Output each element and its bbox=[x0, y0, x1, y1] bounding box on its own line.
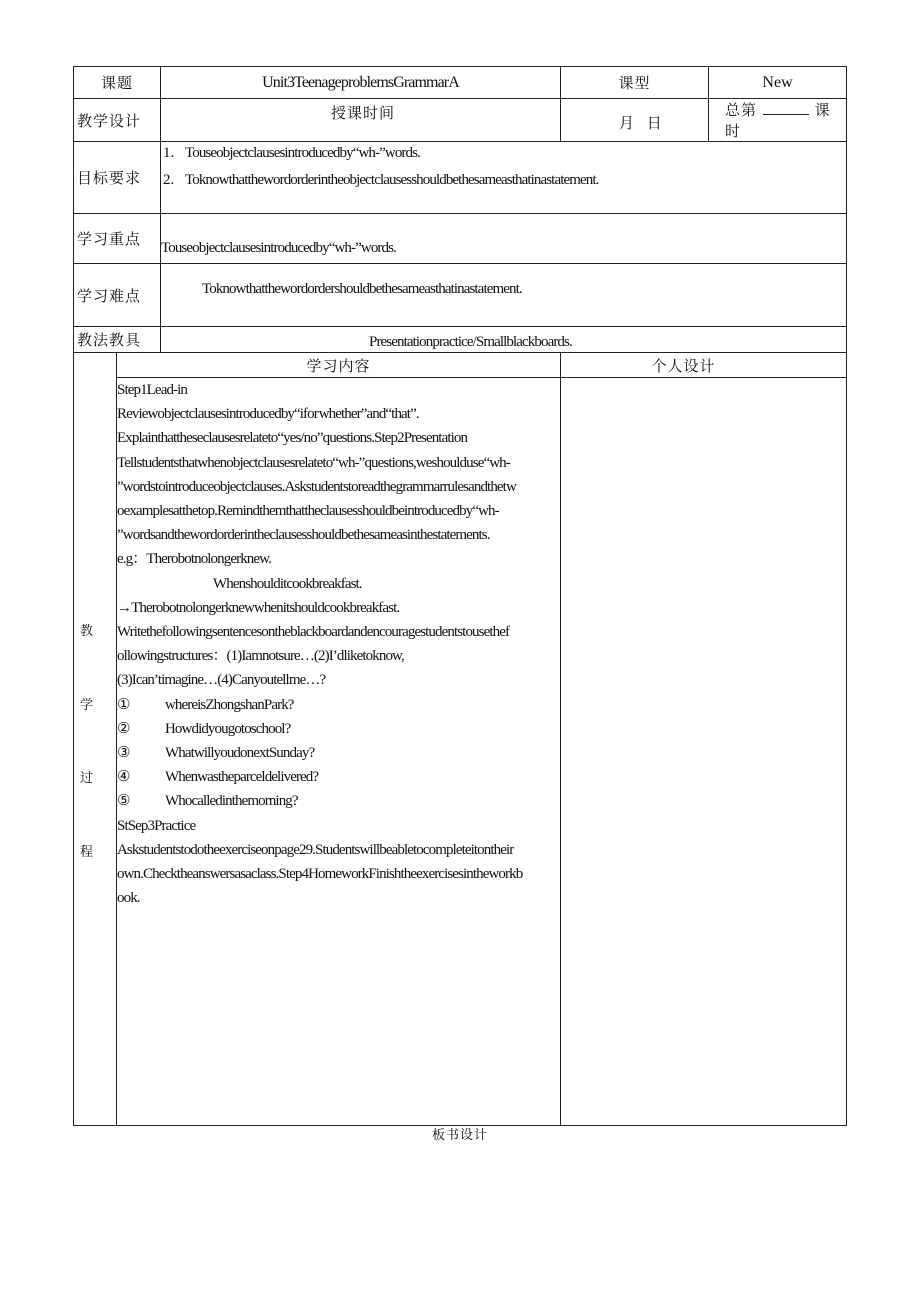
lesson-plan-table bbox=[73, 66, 847, 1126]
key-points-label: 学习重点 bbox=[74, 214, 161, 264]
methods-row bbox=[74, 327, 847, 353]
difficulties-cell bbox=[161, 264, 847, 327]
content-line: Askstudentstodotheexerciseonpage29.Studentswillbeabletocompleteitontheir bbox=[117, 841, 514, 858]
process-char: 教 bbox=[80, 624, 94, 639]
process-header-row bbox=[74, 353, 847, 378]
content-line: Writethefollowingsentencesontheblackboardandencouragestudentstousethef bbox=[117, 624, 510, 641]
content-line: Step1Lead-in bbox=[117, 382, 188, 398]
process-side-label bbox=[74, 353, 117, 1126]
content-line: ollowingstructures：(1)Iamnotsure…(2)I’dliketoknow, bbox=[117, 648, 404, 665]
content-line: (3)Ican’timagine…(4)Canyoutellme…? bbox=[117, 672, 326, 689]
methods-text: Presentationpractice/Smallblackboards. bbox=[369, 334, 572, 350]
total-label-post: 课时 bbox=[725, 101, 831, 140]
difficulties-label: 学习难点 bbox=[74, 264, 161, 327]
content-line: ”wordsandthewordorderintheclausesshouldbethesameasinthestatements. bbox=[117, 527, 490, 544]
methods-cell bbox=[161, 327, 847, 353]
total-periods bbox=[709, 99, 847, 142]
type-label: 课型 bbox=[561, 67, 709, 99]
process-char: 过 bbox=[80, 771, 94, 786]
question-item: ③ WhatwillyoudonextSunday? bbox=[117, 745, 315, 762]
content-line: e.g：Therobotnolongerknew. bbox=[117, 551, 271, 568]
difficulties-text: Toknowthatthewordordershouldbethesameasthatinastatement. bbox=[202, 281, 522, 297]
process-body-row bbox=[74, 378, 847, 1126]
content-line: →Therobotnolongerknewwhenitshouldcookbreakfast. bbox=[117, 599, 400, 616]
objectives-label: 目标要求 bbox=[74, 142, 161, 214]
objective-item: 1. Touseobjectclausesintroducedby“wh-”words. bbox=[163, 145, 420, 161]
content-line: ook. bbox=[117, 890, 140, 907]
question-item: ② Howdidyougotoschool? bbox=[117, 720, 291, 737]
design-label: 教学设计 bbox=[74, 99, 161, 142]
topic-label: 课题 bbox=[74, 67, 161, 99]
personal-design-cell bbox=[561, 378, 847, 1126]
difficulties-row bbox=[74, 264, 847, 327]
methods-label: 教法教具 bbox=[74, 327, 161, 353]
objective-item: 2. Toknowthatthewordorderintheobjectclausesshouldbethesameasthatinastatement. bbox=[163, 172, 599, 188]
class-time-label: 授课时间 bbox=[331, 104, 396, 122]
content-line: StSep3Practice bbox=[117, 817, 196, 834]
content-line: oexamplesatthetop.Remindthemthattheclausesshouldbeintroducedby“wh- bbox=[117, 503, 499, 520]
objectives-row bbox=[74, 142, 847, 214]
process-char: 程 bbox=[80, 845, 94, 860]
topic-value: Unit3TeenageproblemsGrammarA bbox=[161, 67, 561, 99]
date-cell bbox=[561, 99, 709, 142]
key-points-text: Touseobjectclausesintroducedby“wh-”words. bbox=[161, 240, 396, 256]
total-label-pre: 总第 bbox=[725, 101, 758, 119]
content-line: Reviewobjectclausesintroducedby“ifor whether”and“that”. bbox=[117, 406, 419, 423]
learning-content bbox=[117, 378, 561, 1126]
header-row-design bbox=[74, 99, 847, 142]
content-line: own.Checktheanswersasaclass.Step4HomeworkFinishtheexercisesintheworkb bbox=[117, 866, 523, 883]
content-line: Whenshoulditcookbreakfast. bbox=[213, 575, 362, 592]
header-row-topic bbox=[74, 67, 847, 99]
personal-design-header: 个人设计 bbox=[561, 353, 847, 378]
content-header: 学习内容 bbox=[117, 353, 561, 378]
question-item: ① whereisZhongshanPark? bbox=[117, 696, 294, 713]
content-line: Explainthattheseclausesrelateto“yes/no”questions.Step2Presentation bbox=[117, 430, 468, 447]
content-line: ”wordstointroduceobjectclauses.Askstudentstoreadthegrammarrulesandthetw bbox=[117, 478, 516, 495]
content-line: Tellstudentsthatwhenobjectclausesrelateto“wh-”questions,weshoulduse“wh- bbox=[117, 454, 510, 471]
question-item: ④ Whenwastheparceldelivered? bbox=[117, 769, 319, 786]
objectives-cell bbox=[161, 142, 847, 214]
key-points-row bbox=[74, 214, 847, 264]
key-points-cell bbox=[161, 214, 847, 264]
date-value: 月 日 bbox=[619, 114, 666, 132]
board-design-title: 板书设计 bbox=[431, 1128, 488, 1143]
process-char: 学 bbox=[80, 698, 94, 713]
class-time-cell bbox=[161, 99, 561, 142]
question-item: ⑤ Whocalledinthemorning? bbox=[117, 793, 298, 810]
total-blank bbox=[763, 103, 809, 115]
type-value: New bbox=[709, 67, 847, 99]
